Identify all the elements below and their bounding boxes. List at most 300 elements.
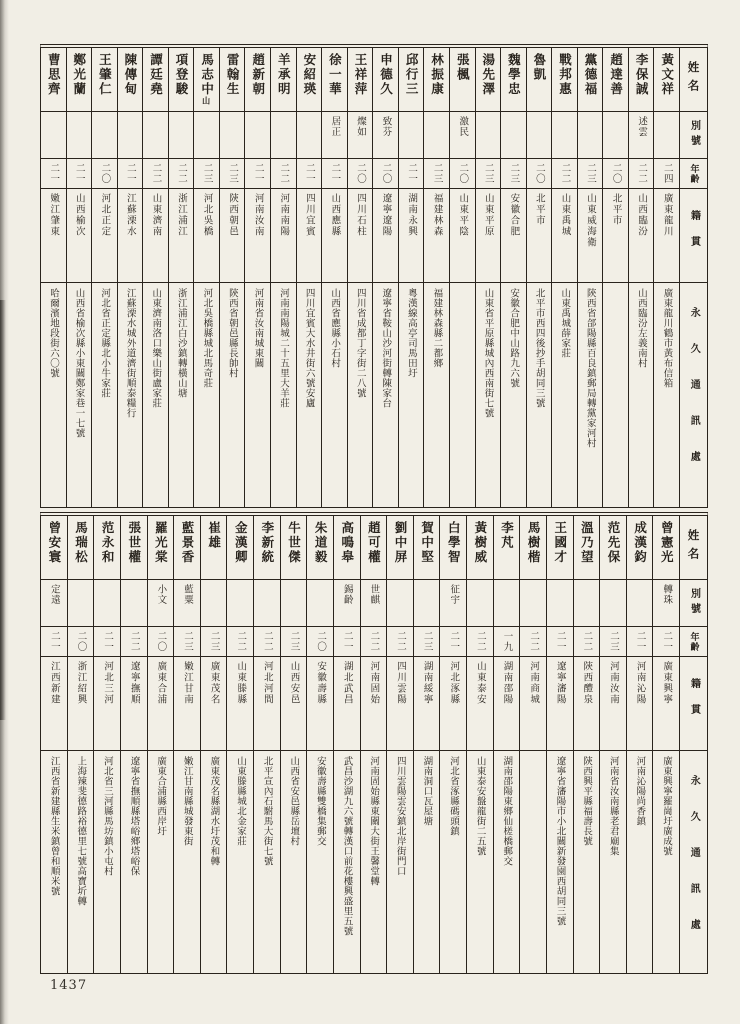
age-cell — [67, 159, 92, 189]
age-cell — [600, 627, 626, 657]
entry-column — [599, 516, 626, 973]
address-cell — [94, 751, 120, 973]
header-name-label — [680, 516, 707, 580]
header-column — [679, 48, 707, 507]
vertical-text: 二一 — [124, 163, 136, 184]
page-number: 1437 — [50, 978, 88, 993]
vertical-text: 溫乃望 — [579, 521, 595, 565]
entry-column — [652, 516, 679, 973]
age-cell — [307, 627, 333, 657]
name-cell — [527, 48, 552, 112]
entry-column — [296, 48, 322, 507]
alias-cell — [424, 112, 449, 159]
vertical-text: 項登駿 — [174, 53, 190, 97]
vertical-text: 二三 — [421, 631, 433, 652]
alias-cell — [501, 112, 526, 159]
native-place-cell — [501, 189, 526, 283]
alias-cell — [68, 580, 94, 627]
vertical-text: 山東禹城薛家莊 — [559, 288, 571, 358]
alias-cell — [399, 112, 424, 159]
vertical-text: 小文 — [155, 584, 167, 605]
entry-column — [439, 516, 466, 973]
vertical-text: 河北省涿縣碼頭鎮 — [447, 756, 459, 836]
entry-column — [466, 516, 493, 973]
address-cell — [121, 751, 147, 973]
entry-column — [193, 48, 219, 507]
address-cell — [387, 751, 413, 973]
age-cell — [334, 627, 360, 657]
vertical-text: 廣東興寧羅崗圩廣成號 — [660, 756, 672, 856]
header-address-label — [680, 283, 707, 507]
entry-column — [66, 48, 92, 507]
alias-cell — [578, 112, 603, 159]
vertical-text: 范永和 — [100, 521, 116, 565]
name-cell — [387, 516, 413, 580]
age-cell — [118, 159, 143, 189]
header-column — [679, 516, 707, 973]
native-place-cell — [67, 189, 92, 283]
entry-column — [360, 516, 387, 973]
vertical-text: 二一 — [48, 631, 60, 652]
vertical-text: 徐一華 — [327, 53, 343, 97]
native-place-cell — [476, 189, 501, 283]
vertical-text: 廣東興寧 — [661, 661, 673, 705]
vertical-text: 二三 — [431, 163, 443, 184]
address-cell — [440, 751, 466, 973]
vertical-text: 二一 — [341, 631, 353, 652]
native-place-cell — [547, 657, 573, 751]
entry-column — [398, 48, 424, 507]
vertical-text: 馬志中山 — [199, 53, 215, 105]
entry-column — [413, 516, 440, 973]
native-place-cell — [424, 189, 449, 283]
age-cell — [148, 627, 174, 657]
address-cell — [361, 751, 387, 973]
vertical-text: 二一 — [102, 631, 114, 652]
alias-cell — [373, 112, 398, 159]
address-cell — [297, 283, 322, 507]
vertical-text: 廣東龍川鶴市黃布信箱 — [661, 288, 673, 388]
name-annotation: 山 — [201, 96, 212, 105]
address-cell — [627, 751, 653, 973]
vertical-text: 二〇 — [457, 163, 469, 184]
address-cell — [227, 751, 253, 973]
vertical-text: 湖南邵陽東鄉仙槎橋郵交 — [501, 756, 513, 866]
entry-column — [306, 516, 333, 973]
vertical-text: 北平宣內石駙馬大街七號 — [261, 756, 273, 866]
vertical-text: 陝西省朝邑縣長帥村 — [226, 288, 238, 378]
native-place-cell — [653, 657, 679, 751]
name-cell — [174, 516, 200, 580]
name-cell — [476, 48, 501, 112]
age-cell — [387, 627, 413, 657]
address-cell — [450, 283, 475, 507]
vertical-text: 安徽合肥中山路九六號 — [508, 288, 520, 388]
alias-cell — [653, 580, 679, 627]
vertical-text: 湖南洞口瓦屋塘 — [421, 756, 433, 826]
vertical-text: 二三 — [482, 163, 494, 184]
age-cell — [194, 159, 219, 189]
vertical-text: 年齡 — [688, 163, 699, 184]
vertical-text: 二〇 — [75, 631, 87, 652]
vertical-text: 四川雲陽雲安鎮北岸街門口 — [394, 756, 406, 876]
vertical-text: 江西省新建縣生米鎮曾和順米號 — [48, 756, 60, 896]
name-cell — [629, 48, 654, 112]
vertical-text: 魏學忠 — [506, 53, 522, 97]
name-cell — [41, 48, 66, 112]
header-address-label — [680, 751, 707, 973]
vertical-text: 山西安邑 — [288, 661, 300, 705]
age-cell — [552, 159, 577, 189]
native-place-cell — [627, 657, 653, 751]
address-cell — [600, 751, 626, 973]
alias-cell — [143, 112, 168, 159]
vertical-text: 籍貫 — [688, 209, 700, 262]
vertical-text: 河北省三河縣馬坊鎮小屯村 — [101, 756, 113, 876]
vertical-text: 二二 — [636, 163, 648, 184]
vertical-text: 賀中堅 — [419, 521, 435, 565]
address-cell — [201, 751, 227, 973]
vertical-text: 張世權 — [126, 521, 142, 565]
vertical-text: 二二 — [278, 163, 290, 184]
address-cell — [527, 283, 552, 507]
name-cell — [603, 48, 628, 112]
vertical-text: 曹思齊 — [46, 53, 62, 97]
age-cell — [547, 627, 573, 657]
entry-column — [546, 516, 573, 973]
vertical-text: 河南汝南 — [607, 661, 619, 705]
address-cell — [68, 751, 94, 973]
name-cell — [92, 48, 117, 112]
alias-cell — [201, 580, 227, 627]
age-cell — [121, 627, 147, 657]
native-place-cell — [322, 189, 347, 283]
age-cell — [348, 159, 373, 189]
vertical-text: 河南固始 — [368, 661, 380, 705]
name-cell — [552, 48, 577, 112]
native-place-cell — [227, 657, 253, 751]
entry-column — [577, 48, 603, 507]
address-cell — [41, 283, 66, 507]
vertical-text: 二一 — [634, 631, 646, 652]
address-cell — [501, 283, 526, 507]
age-cell — [603, 159, 628, 189]
name-cell — [254, 516, 280, 580]
vertical-text: 二四 — [661, 163, 673, 184]
vertical-text: 河南沁陽 — [634, 661, 646, 705]
vertical-text: 山西臨汾左義南村 — [635, 288, 647, 368]
name-cell — [574, 516, 600, 580]
directory-table-bottom — [40, 512, 708, 974]
native-place-cell — [271, 189, 296, 283]
native-place-cell — [654, 189, 679, 283]
address-cell — [92, 283, 117, 507]
alias-cell — [574, 580, 600, 627]
entry-column — [41, 516, 67, 973]
age-cell — [227, 627, 253, 657]
vertical-text: 定遠 — [48, 584, 60, 605]
native-place-cell — [148, 657, 174, 751]
vertical-text: 河南商城 — [528, 661, 540, 705]
vertical-text: 雷翰生 — [225, 53, 241, 97]
vertical-text: 二〇 — [315, 631, 327, 652]
name-cell — [322, 48, 347, 112]
age-cell — [653, 627, 679, 657]
vertical-text: 鄭光蘭 — [71, 53, 87, 97]
native-place-cell — [600, 657, 626, 751]
alias-cell — [440, 580, 466, 627]
entry-column — [321, 48, 347, 507]
vertical-text: 河北正定 — [99, 193, 111, 237]
alias-cell — [94, 580, 120, 627]
vertical-text: 二三 — [607, 631, 619, 652]
age-cell — [41, 627, 67, 657]
age-cell — [281, 627, 307, 657]
entry-column — [219, 48, 245, 507]
vertical-text: 年齡 — [688, 631, 699, 652]
vertical-text: 湖北武昌 — [341, 661, 353, 705]
age-cell — [440, 627, 466, 657]
entry-column — [653, 48, 679, 507]
vertical-text: 姓名 — [686, 61, 701, 98]
entry-column — [244, 48, 270, 507]
vertical-text: 浙江紹興 — [75, 661, 87, 705]
address-cell — [322, 283, 347, 507]
name-cell — [271, 48, 296, 112]
address-cell — [547, 751, 573, 973]
vertical-text: 激民 — [457, 116, 469, 137]
vertical-text: 劉中屏 — [392, 521, 408, 565]
vertical-text: 嫩江甘南縣城發東街 — [181, 756, 193, 846]
age-cell — [94, 627, 120, 657]
address-cell — [143, 283, 168, 507]
name-cell — [67, 48, 92, 112]
vertical-text: 羅光棠 — [153, 521, 169, 565]
header-name-label — [680, 48, 707, 112]
vertical-text: 遼寧省鞍山沙河街轉陳家台 — [380, 288, 392, 408]
address-cell — [41, 751, 67, 973]
native-place-cell — [603, 189, 628, 283]
vertical-text: 藍粟 — [181, 584, 193, 605]
name-cell — [578, 48, 603, 112]
vertical-text: 二一 — [661, 631, 673, 652]
name-cell — [627, 516, 653, 580]
native-place-cell — [414, 657, 440, 751]
alias-cell — [41, 580, 67, 627]
vertical-text: 江蘇溧水 — [124, 193, 136, 237]
alias-cell — [600, 580, 626, 627]
vertical-text: 二〇 — [155, 631, 167, 652]
alias-cell — [527, 112, 552, 159]
name-cell — [361, 516, 387, 580]
alias-cell — [520, 580, 546, 627]
vertical-text: 姓名 — [686, 529, 701, 566]
name-cell — [307, 516, 333, 580]
vertical-text: 河南南陽城二十五里大羊莊 — [278, 288, 290, 408]
vertical-text: 李新統 — [259, 521, 275, 565]
vertical-text: 戰邦惠 — [557, 53, 573, 97]
alias-cell — [174, 580, 200, 627]
name-cell — [245, 48, 270, 112]
vertical-text: 安徽壽縣 — [315, 661, 327, 705]
entry-column — [117, 48, 143, 507]
alias-cell — [603, 112, 628, 159]
vertical-text: 河南汝南 — [252, 193, 264, 237]
age-cell — [361, 627, 387, 657]
entry-column — [67, 516, 94, 973]
native-place-cell — [94, 657, 120, 751]
entry-column — [200, 516, 227, 973]
native-place-cell — [527, 189, 552, 283]
age-cell — [450, 159, 475, 189]
age-cell — [201, 627, 227, 657]
entry-column — [173, 516, 200, 973]
native-place-cell — [307, 657, 333, 751]
age-cell — [68, 627, 94, 657]
name-cell — [281, 516, 307, 580]
address-cell — [348, 283, 373, 507]
name-cell — [94, 516, 120, 580]
vertical-text: 安徽合肥 — [508, 193, 520, 237]
address-cell — [220, 283, 245, 507]
native-place-cell — [578, 189, 603, 283]
entry-column — [147, 516, 174, 973]
vertical-text: 申德久 — [378, 53, 394, 97]
vertical-text: 二二 — [150, 163, 162, 184]
scan-smudge-artifact — [0, 300, 6, 720]
vertical-text: 河南省汝南縣老君廟集 — [607, 756, 619, 856]
vertical-text: 福建林森縣二都鄉 — [431, 288, 443, 368]
native-place-cell — [143, 189, 168, 283]
alias-cell — [121, 580, 147, 627]
vertical-text: 廣東龍川 — [661, 193, 673, 237]
vertical-text: 二三 — [208, 631, 220, 652]
alias-cell — [148, 580, 174, 627]
age-cell — [527, 159, 552, 189]
vertical-text: 四川宜賓大水井街六號安廬 — [303, 288, 315, 408]
vertical-text: 山西應縣 — [329, 193, 341, 237]
vertical-text: 河北吳橋 — [201, 193, 213, 237]
vertical-text: 安紹瑛 — [301, 53, 317, 97]
vertical-text: 湯先澤 — [480, 53, 496, 97]
vertical-text: 哈爾濱地段街六〇號 — [47, 288, 59, 378]
vertical-text: 二三 — [201, 163, 213, 184]
name-cell — [547, 516, 573, 580]
native-place-cell — [552, 189, 577, 283]
entry-column — [626, 516, 653, 973]
entry-column — [500, 48, 526, 507]
alias-cell — [387, 580, 413, 627]
entry-column — [602, 48, 628, 507]
entry-column — [226, 516, 253, 973]
vertical-text: 武昌沙湖九六號轉漢口前花樓興盛里五號 — [341, 756, 353, 936]
vertical-text: 趙新朝 — [250, 53, 266, 97]
age-cell — [627, 627, 653, 657]
name-cell — [220, 48, 245, 112]
vertical-text: 遼寧瀋陽 — [554, 661, 566, 705]
address-cell — [629, 283, 654, 507]
age-cell — [271, 159, 296, 189]
vertical-text: 黃樹威 — [472, 521, 488, 565]
address-cell — [654, 283, 679, 507]
vertical-text: 二三 — [181, 631, 193, 652]
header-native-label — [680, 189, 707, 283]
age-cell — [41, 159, 66, 189]
alias-cell — [334, 580, 360, 627]
vertical-text: 四川省成都丁字街二八號 — [354, 288, 366, 398]
name-cell — [414, 516, 440, 580]
entry-column — [168, 48, 194, 507]
address-cell — [169, 283, 194, 507]
vertical-text: 永久通訊處 — [688, 775, 700, 955]
age-cell — [322, 159, 347, 189]
native-place-cell — [68, 657, 94, 751]
vertical-text: 世麒 — [368, 584, 380, 605]
vertical-text: 二二 — [235, 631, 247, 652]
vertical-text: 牛世傑 — [286, 521, 302, 565]
vertical-text: 黨德福 — [583, 53, 599, 97]
name-cell — [194, 48, 219, 112]
vertical-text: 二二 — [528, 631, 540, 652]
vertical-text: 居正 — [329, 116, 341, 137]
vertical-text: 陝西興平縣福壽長號 — [581, 756, 593, 846]
vertical-text: 趙可權 — [366, 521, 382, 565]
name-cell — [373, 48, 398, 112]
vertical-text: 羊承明 — [276, 53, 292, 97]
age-cell — [373, 159, 398, 189]
vertical-text: 永久通訊處 — [688, 307, 700, 487]
vertical-text: 山東威海衛 — [585, 193, 597, 248]
vertical-text: 河北涿縣 — [448, 661, 460, 705]
alias-cell — [220, 112, 245, 159]
alias-cell — [227, 580, 253, 627]
name-cell — [501, 48, 526, 112]
alias-cell — [67, 112, 92, 159]
vertical-text: 浙江浦江 — [176, 193, 188, 237]
name-cell — [68, 516, 94, 580]
vertical-text: 二一 — [252, 163, 264, 184]
entry-column — [93, 516, 120, 973]
age-cell — [629, 159, 654, 189]
alias-cell — [254, 580, 280, 627]
age-cell — [245, 159, 270, 189]
native-place-cell — [121, 657, 147, 751]
header-native-label — [680, 657, 707, 751]
entry-column — [142, 48, 168, 507]
native-place-cell — [41, 657, 67, 751]
vertical-text: 遼寧撫順 — [128, 661, 140, 705]
alias-cell — [476, 112, 501, 159]
native-place-cell — [629, 189, 654, 283]
vertical-text: 山西省應縣小石村 — [329, 288, 341, 368]
name-cell — [297, 48, 322, 112]
vertical-text: 二二 — [261, 631, 273, 652]
alias-cell — [297, 112, 322, 159]
native-place-cell — [373, 189, 398, 283]
alias-cell — [547, 580, 573, 627]
vertical-text: 致芬 — [380, 116, 392, 137]
vertical-text: 二〇 — [99, 163, 111, 184]
vertical-text: 二二 — [581, 631, 593, 652]
address-cell — [552, 283, 577, 507]
vertical-text: 遼寧遼陽 — [380, 193, 392, 237]
vertical-text: 山東泰安盤龍街二五號 — [474, 756, 486, 856]
vertical-text: 福建林森 — [431, 193, 443, 237]
vertical-text: 王國才 — [552, 521, 568, 565]
vertical-text: 二一 — [448, 631, 460, 652]
vertical-text: 高鳴皋 — [339, 521, 355, 565]
vertical-text: 范先保 — [605, 521, 621, 565]
